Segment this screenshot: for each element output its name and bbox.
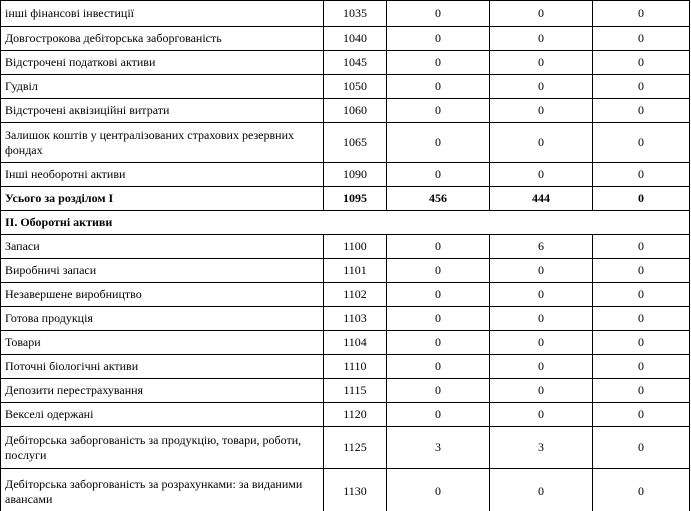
row-value-3: 0 <box>593 427 690 469</box>
row-value-2: 0 <box>490 355 593 379</box>
row-value-1: 0 <box>387 123 490 163</box>
row-value-3: 0 <box>593 469 690 511</box>
row-value-3: 0 <box>593 187 690 211</box>
row-value-3: 0 <box>593 331 690 355</box>
table-row <box>1 99 690 123</box>
row-value-3: 0 <box>593 307 690 331</box>
table-row <box>1 163 690 187</box>
row-name: Товари <box>1 331 324 355</box>
row-name: Дебіторська заборгованість за розрахунками: за виданими авансами <box>1 469 324 511</box>
row-name: Поточні біологічні активи <box>1 355 324 379</box>
row-name: Відстрочені аквізиційні витрати <box>1 99 324 123</box>
section-title: II. Оборотні активи <box>1 211 690 235</box>
row-value-3: 0 <box>593 283 690 307</box>
row-value-1: 0 <box>387 259 490 283</box>
row-value-1: 0 <box>387 379 490 403</box>
row-code: 1060 <box>324 99 387 123</box>
row-name: Готова продукція <box>1 307 324 331</box>
row-value-2: 6 <box>490 235 593 259</box>
row-value-1: 456 <box>387 187 490 211</box>
row-value-3: 0 <box>593 99 690 123</box>
table-row <box>1 427 690 469</box>
row-name: Незавершене виробництво <box>1 283 324 307</box>
row-value-3: 0 <box>593 259 690 283</box>
table-row <box>1 75 690 99</box>
section-header-row <box>1 211 690 235</box>
row-value-2: 0 <box>490 27 593 51</box>
row-name: Відстрочені податкові активи <box>1 51 324 75</box>
row-value-2: 0 <box>490 1 593 27</box>
balance-sheet-body <box>1 1 690 511</box>
row-value-3: 0 <box>593 163 690 187</box>
row-code: 1110 <box>324 355 387 379</box>
row-value-3: 0 <box>593 355 690 379</box>
row-code: 1103 <box>324 307 387 331</box>
row-value-2: 3 <box>490 427 593 469</box>
row-value-2: 0 <box>490 379 593 403</box>
row-value-1: 0 <box>387 355 490 379</box>
row-code: 1104 <box>324 331 387 355</box>
row-value-1: 0 <box>387 283 490 307</box>
row-code: 1102 <box>324 283 387 307</box>
row-value-3: 0 <box>593 379 690 403</box>
row-value-3: 0 <box>593 123 690 163</box>
row-code: 1100 <box>324 235 387 259</box>
row-value-3: 0 <box>593 27 690 51</box>
row-value-1: 0 <box>387 1 490 27</box>
table-row <box>1 1 690 27</box>
row-name: Гудвіл <box>1 75 324 99</box>
row-name: Виробничі запаси <box>1 259 324 283</box>
row-value-1: 0 <box>387 331 490 355</box>
row-name: Векселі одержані <box>1 403 324 427</box>
row-name: інші фінансові інвестиції <box>1 1 324 27</box>
row-name: Довгострокова дебіторська заборгованість <box>1 27 324 51</box>
row-value-1: 0 <box>387 469 490 511</box>
table-row <box>1 235 690 259</box>
row-value-2: 0 <box>490 163 593 187</box>
row-value-2: 0 <box>490 123 593 163</box>
row-value-2: 0 <box>490 51 593 75</box>
row-value-2: 0 <box>490 75 593 99</box>
row-value-2: 0 <box>490 307 593 331</box>
table-row <box>1 307 690 331</box>
row-code: 1115 <box>324 379 387 403</box>
row-value-2: 0 <box>490 259 593 283</box>
row-value-2: 0 <box>490 99 593 123</box>
row-code: 1035 <box>324 1 387 27</box>
table-row <box>1 123 690 163</box>
row-value-1: 3 <box>387 427 490 469</box>
row-value-3: 0 <box>593 403 690 427</box>
row-name: Інші необоротні активи <box>1 163 324 187</box>
row-value-3: 0 <box>593 75 690 99</box>
table-row <box>1 283 690 307</box>
table-row <box>1 51 690 75</box>
table-row <box>1 469 690 511</box>
row-code: 1040 <box>324 27 387 51</box>
row-value-3: 0 <box>593 1 690 27</box>
row-value-1: 0 <box>387 307 490 331</box>
row-code: 1125 <box>324 427 387 469</box>
row-value-3: 0 <box>593 235 690 259</box>
row-value-1: 0 <box>387 403 490 427</box>
row-code: 1095 <box>324 187 387 211</box>
row-value-1: 0 <box>387 99 490 123</box>
row-name: Залишок коштів у централізованих страхових резервних фондах <box>1 123 324 163</box>
row-code: 1090 <box>324 163 387 187</box>
row-value-2: 0 <box>490 331 593 355</box>
row-value-2: 0 <box>490 283 593 307</box>
row-code: 1065 <box>324 123 387 163</box>
table-row <box>1 331 690 355</box>
row-code: 1130 <box>324 469 387 511</box>
table-row <box>1 355 690 379</box>
table-row <box>1 259 690 283</box>
row-code: 1045 <box>324 51 387 75</box>
table-row <box>1 27 690 51</box>
table-row <box>1 403 690 427</box>
row-name: Усього за розділом І <box>1 187 324 211</box>
row-value-2: 444 <box>490 187 593 211</box>
row-value-1: 0 <box>387 51 490 75</box>
row-value-1: 0 <box>387 235 490 259</box>
row-code: 1101 <box>324 259 387 283</box>
row-code: 1120 <box>324 403 387 427</box>
row-value-1: 0 <box>387 27 490 51</box>
row-value-1: 0 <box>387 75 490 99</box>
table-row <box>1 379 690 403</box>
row-value-1: 0 <box>387 163 490 187</box>
row-value-2: 0 <box>490 469 593 511</box>
row-name: Дебіторська заборгованість за продукцію, товари, роботи, послуги <box>1 427 324 469</box>
section-total-row <box>1 187 690 211</box>
row-code: 1050 <box>324 75 387 99</box>
row-name: Запаси <box>1 235 324 259</box>
row-name: Депозити перестрахування <box>1 379 324 403</box>
row-value-3: 0 <box>593 51 690 75</box>
row-value-2: 0 <box>490 403 593 427</box>
